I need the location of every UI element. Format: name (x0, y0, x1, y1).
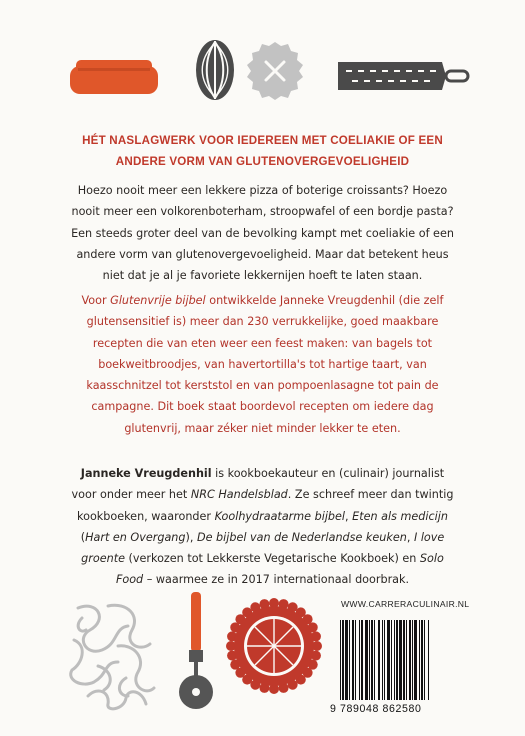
text-segment: ), (185, 530, 197, 544)
book-title: Koolhydraatarme bijbel (214, 509, 346, 523)
text-segment: – waarmee ze in 2017 internationaal doorbrak. (143, 573, 410, 587)
book-title: I love groente (81, 530, 445, 566)
text-segment: , (406, 530, 414, 544)
bread-roll-icon (244, 40, 306, 102)
text-segment: Voor (81, 294, 111, 307)
text-segment: ontwikkelde Janneke Vreugdenhil (die zelf glutensensitief is) meer dan 230 verrukkelijke, goed maakbare recepten die van eten weer een feest maken: van bagels tot boekweitbroodjes, van havertortilla's tot hartige taart, van kaasschnitzel tot kerststol en van pompoenlasagne tot pain de campagne. Dit boek staat boordevol recepten om iedere dag glutenvrij, maar zéker niet minder lekker te eten. (86, 294, 444, 435)
headline: HÉT NASLAGWERK VOOR IEDEREEN MET COELIAKIE OF EEN ANDERE VORM VAN GLUTENOVERGEVOELIGHEID (82, 134, 443, 168)
book-title: Eten als medicijn (352, 509, 448, 523)
book-title: Glutenvrije bijbel (110, 294, 206, 307)
book-title: De bijbel van de Nederlandse keuken (196, 530, 407, 544)
text-segment: is kookboekauteur en (culinair) journalist voor onder meer het (71, 467, 445, 502)
tart-pan-icon (224, 596, 324, 696)
top-icon-row (62, 38, 472, 104)
text-segment: . Ze schreef meer dan twintig kookboeken, waaronder (77, 488, 454, 523)
book-description (70, 290, 455, 439)
book-title: Hart en Overgang (85, 530, 186, 544)
intro-paragraph: Hoezo nooit meer een lekkere pizza of boterige croissants? Hoezo nooit meer een volkorenboterham, stroopwafel of een bordje pasta? Een steeds groter deel van de bevolking kampt met coeliakie of een andere vorm van glutenovergevoeligheid. Maar dat betekent heus niet dat je al je favoriete lekkernijen hoeft te laten staan. (71, 184, 454, 283)
text-segment: (verkozen tot Lekkerste Vegetarische Kookboek) en (124, 552, 420, 566)
baking-pan-icon (68, 56, 160, 96)
barcode-number: 9 789048 862580 (330, 703, 422, 715)
pizza-cutter-icon (178, 590, 214, 714)
author-bio (70, 463, 455, 591)
publication-title: NRC Handelsblad (190, 488, 288, 502)
author-name: Janneke Vreugdenhil (80, 467, 212, 480)
grater-icon (334, 56, 472, 96)
bread-loaf-icon (194, 38, 236, 102)
book-title: Solo Food (115, 552, 444, 587)
text-segment: , (345, 509, 353, 523)
pasta-noodles-icon (68, 600, 160, 712)
website-url: WWW.CARRERACULINAIR.NL (341, 599, 470, 609)
text-segment: ( (80, 530, 86, 544)
barcode (338, 620, 458, 706)
